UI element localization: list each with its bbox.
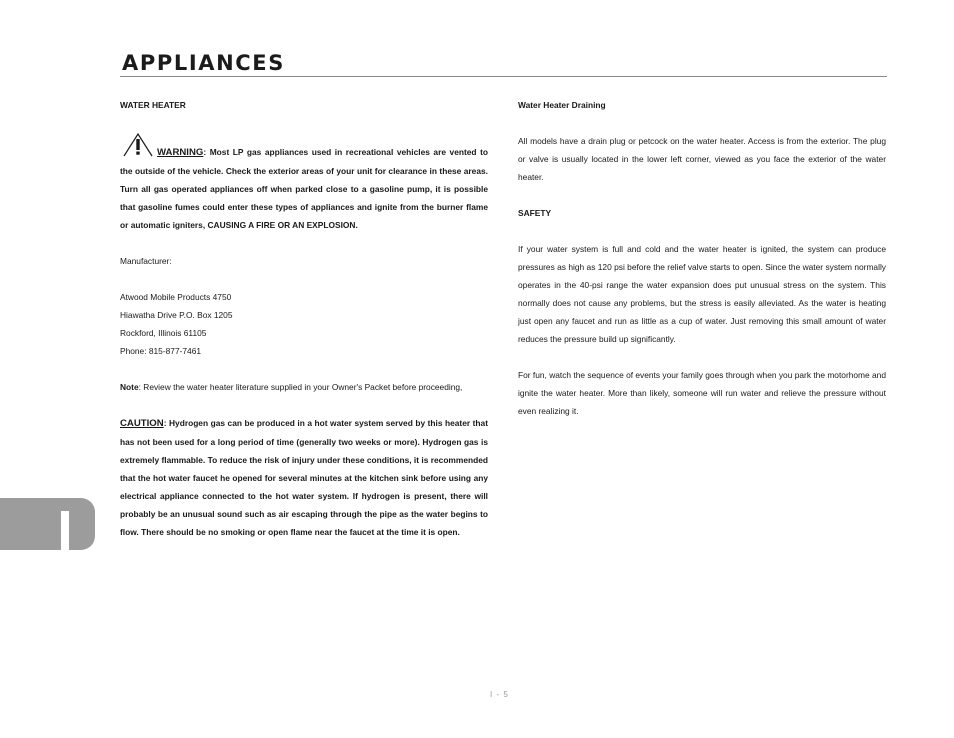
caution-text: : Hydrogen gas can be produced in a hot water system served by this heater that has not been used for a long period of time (generally two weeks or more). Hydrogen gas is extremely flammable. To reduce the risk of injury under these conditions, it is recommended that the hot water faucet he opened for several minutes at the kitchen sink before using any electrical appliance connected to the hot water system. If hydrogen is present, there will probably be an unusual sound such as air escaping through the pipe as the water begins to flow. There should be no smoking or open flame near the faucet at the time it is open. (120, 418, 488, 537)
page-number: I - 5 (490, 690, 509, 699)
warning-paragraph (120, 132, 488, 234)
spacer (120, 114, 488, 132)
thumb-tab-letter (61, 511, 69, 550)
water-heater-heading: WATER HEATER (120, 100, 186, 110)
spacer (120, 396, 488, 414)
draining-paragraph: All models have a drain plug or petcock on the water heater. Access is from the exterior. The plug or valve is usually located in the lower left corner, viewed as you face the exterior of the water heater. (518, 136, 886, 182)
section-thumb-tab (0, 498, 95, 550)
caution-paragraph (120, 414, 488, 541)
safety-heading: SAFETY (518, 208, 552, 218)
address-line: Phone: 815-877-7461 (120, 346, 202, 356)
safety-paragraph: If your water system is full and cold and the water heater is ignited, the system can produce pressures as high as 120 psi before the relief valve starts to open. Since the water system normally operates in the 40-psi range the water expansion does put unusual stress on the system. This normally does not cause any problems, but the stress is easily alleviated. As the water is heating just open any faucet and run as little as a cup of water. Just removing this small amount of water reduces the pressure build up significantly. (518, 244, 886, 344)
address-line: Hiawatha Drive P.O. Box 1205 (120, 310, 233, 320)
page-title: APPLIANCES (122, 51, 285, 75)
title-divider (120, 76, 887, 77)
spacer (518, 222, 886, 240)
warning-label: WARNING (157, 147, 204, 158)
note-text: : Review the water heater literature supplied in your Owner's Packet before proceeding, (138, 382, 463, 392)
caution-label: CAUTION (120, 418, 164, 429)
manufacturer-address (120, 288, 488, 360)
warning-text: : Most LP gas appliances used in recreational vehicles are vented to the outside of the vehicle. Check the exterior areas of your unit for clearance in these areas. Turn all gas operated appliances off when parked close to a gasoline pump, it is possible that gasoline fumes could enter these types of appliances and ignite from the burner flame or automatic igniters, CAUSING A FIRE OR AN EXPLOSION. (120, 147, 488, 230)
spacer (120, 234, 488, 252)
note-label: Note (120, 382, 139, 392)
left-column (120, 96, 488, 541)
manufacturer-label: Manufacturer: (120, 256, 172, 266)
spacer (518, 114, 886, 132)
warning-triangle-icon (120, 132, 156, 158)
spacer (120, 270, 488, 288)
spacer (518, 348, 886, 366)
note-paragraph (120, 378, 488, 396)
right-column (518, 96, 886, 420)
address-line: Atwood Mobile Products 4750 (120, 292, 232, 302)
address-line: Rockford, Illinois 61105 (120, 328, 207, 338)
draining-heading: Water Heater Draining (518, 100, 606, 110)
spacer (120, 360, 488, 378)
fun-paragraph: For fun, watch the sequence of events your family goes through when you park the motorhome and ignite the water heater. More than likely, someone will run water and relieve the pressure without even realizing it. (518, 370, 886, 416)
spacer (518, 186, 886, 204)
